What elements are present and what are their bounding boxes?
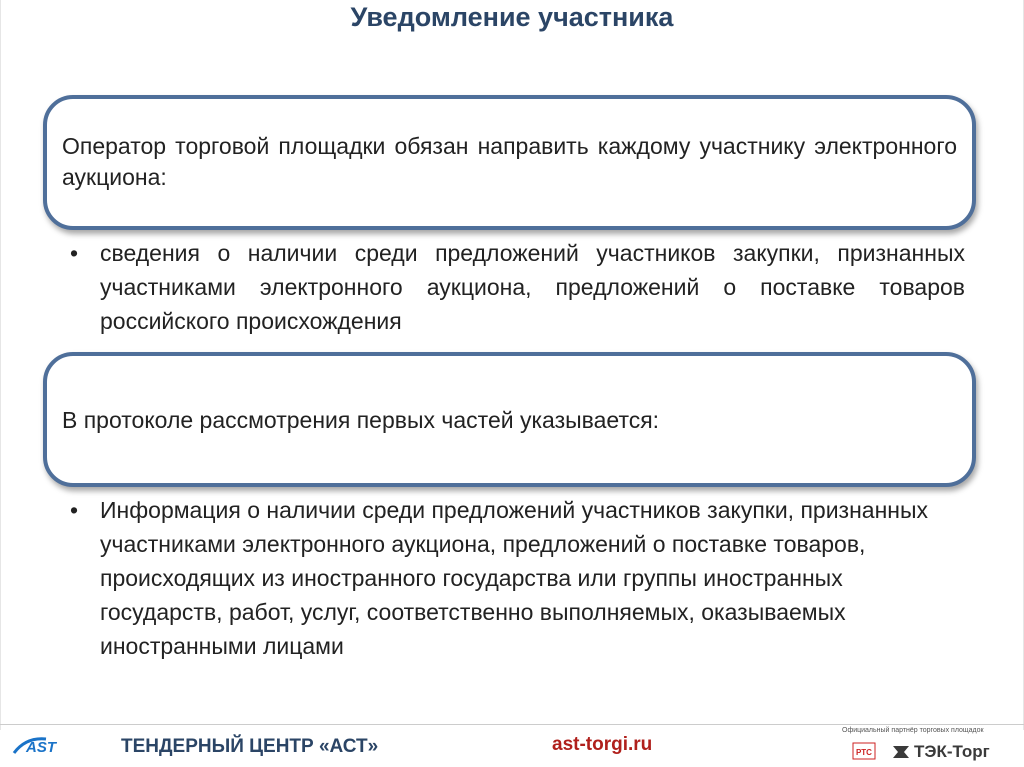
company-name: ТЕНДЕРНЫЙ ЦЕНТР «АСТ» (121, 736, 379, 757)
slide-title: Уведомление участника (350, 2, 674, 32)
heading-box-2 (43, 352, 976, 487)
ast-logo (12, 733, 72, 755)
bullet-item-2-text: Информация о наличии среди предложений участников закупки, признанных участниками электронного аукциона, предложений о поставке товаров, происходящих из иностранного государства или группы иностранных государств, работ, услуг, соответственно выполняемых, оказываемых иностранными лицами (100, 497, 929, 659)
partner-caption: Официальный партнёр торговых площадок (842, 727, 984, 734)
bullet-marker: • (70, 240, 79, 266)
bullet-item-1-text: сведения о наличии среди предложений участников закупки, признанных участниками электронного аукциона, предложений о поставке товаров российского происхождения (100, 240, 965, 334)
footer-divider (0, 724, 1024, 725)
rts-logo (852, 742, 876, 760)
svg-text:AST: AST (26, 739, 56, 755)
bullet-marker: • (70, 497, 79, 523)
svg-text:РТС: РТС (856, 748, 872, 757)
heading-box-1 (43, 95, 976, 230)
heading-box-2-text: В протоколе рассмотрения первых частей указывается: (62, 407, 660, 433)
tek-torg-icon (891, 742, 911, 762)
tek-torg-logo: ТЭК-Торг (914, 742, 990, 761)
heading-box-1-text: Оператор торговой площадки обязан направить каждому участнику электронного аукциона: (62, 133, 957, 190)
site-link[interactable]: ast-torgi.ru (552, 734, 653, 755)
